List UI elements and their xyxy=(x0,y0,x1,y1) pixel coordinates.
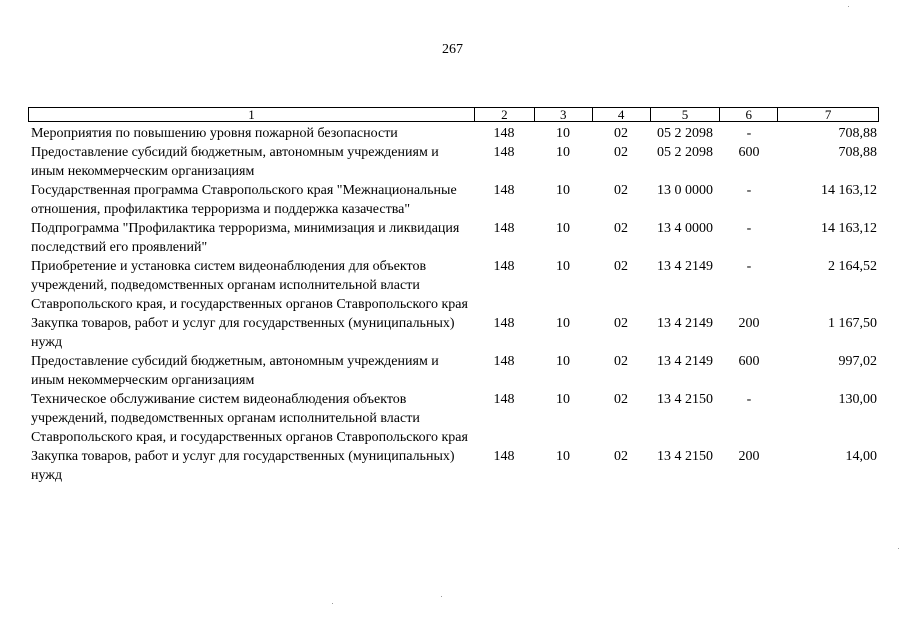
table-row xyxy=(28,181,879,219)
header-col-6: 6 xyxy=(719,108,777,121)
subsection-code: 02 xyxy=(614,183,628,198)
section-code: 10 xyxy=(556,183,570,198)
expense-type-code: 200 xyxy=(738,449,760,464)
page-number: 267 xyxy=(442,42,463,57)
item-name: Государственная программа Ставропольского края "Межнациональные отношения, профилактика терроризма и поддержка казачества" xyxy=(31,183,457,217)
expense-type-code: - xyxy=(746,259,752,274)
header-col-7: 7 xyxy=(777,108,878,121)
section-code: 10 xyxy=(556,259,570,274)
item-name: Закупка товаров, работ и услуг для государственных (муниципальных) нужд xyxy=(31,316,455,350)
amount: 14 163,12 xyxy=(821,183,877,198)
table-row xyxy=(28,314,879,352)
section-code: 10 xyxy=(556,316,570,331)
header-col-1: 1 xyxy=(248,107,255,122)
amount: 708,88 xyxy=(838,126,877,141)
section-code: 10 xyxy=(556,126,570,141)
ministry-code: 148 xyxy=(493,449,515,464)
subsection-code: 02 xyxy=(614,126,628,141)
ministry-code: 148 xyxy=(493,126,515,141)
target-item-code: 05 2 2098 xyxy=(657,145,713,160)
target-item-code: 13 4 2149 xyxy=(657,259,713,274)
table-row xyxy=(28,143,879,181)
ministry-code: 148 xyxy=(493,354,515,369)
ministry-code: 148 xyxy=(493,221,515,236)
header-col-3: 3 xyxy=(534,108,592,121)
scan-speck xyxy=(332,603,333,604)
target-item-code: 13 4 0000 xyxy=(657,221,713,236)
scan-speck xyxy=(898,548,899,549)
header-col-5: 5 xyxy=(650,108,720,121)
expense-type-code: - xyxy=(746,183,752,198)
item-name: Закупка товаров, работ и услуг для государственных (муниципальных) нужд xyxy=(31,449,455,483)
expense-type-code: 600 xyxy=(738,354,760,369)
ministry-code: 148 xyxy=(493,145,515,160)
table-row xyxy=(28,447,879,485)
header-col-2: 2 xyxy=(474,108,534,121)
expense-type-code: - xyxy=(746,221,752,236)
amount: 2 164,52 xyxy=(828,259,877,274)
item-name: Приобретение и установка систем видеонаблюдения для объектов учреждений, подведомственных органам исполнительной власти Ставропольского края, и государственных органов Ставропольского края xyxy=(31,259,468,312)
ministry-code: 148 xyxy=(493,259,515,274)
section-code: 10 xyxy=(556,392,570,407)
item-name: Мероприятия по повышению уровня пожарной безопасности xyxy=(31,126,398,141)
target-item-code: 13 0 0000 xyxy=(657,183,713,198)
target-item-code: 13 4 2150 xyxy=(657,392,713,407)
table-row xyxy=(28,219,879,257)
table-body xyxy=(28,124,879,485)
section-code: 10 xyxy=(556,145,570,160)
scan-speck xyxy=(848,6,849,7)
target-item-code: 13 4 2150 xyxy=(657,449,713,464)
section-code: 10 xyxy=(556,449,570,464)
table-row xyxy=(28,390,879,447)
target-item-code: 05 2 2098 xyxy=(657,126,713,141)
amount: 997,02 xyxy=(838,354,877,369)
item-name: Предоставление субсидий бюджетным, автономным учреждениям и иным некоммерческим организациям xyxy=(31,145,439,179)
expense-type-code: 600 xyxy=(738,145,760,160)
ministry-code: 148 xyxy=(493,183,515,198)
ministry-code: 148 xyxy=(493,316,515,331)
expense-type-code: 200 xyxy=(738,316,760,331)
scan-speck xyxy=(441,596,442,597)
target-item-code: 13 4 2149 xyxy=(657,316,713,331)
section-code: 10 xyxy=(556,354,570,369)
amount: 1 167,50 xyxy=(828,316,877,331)
table-row xyxy=(28,257,879,314)
subsection-code: 02 xyxy=(614,145,628,160)
amount: 708,88 xyxy=(838,145,877,160)
subsection-code: 02 xyxy=(614,354,628,369)
subsection-code: 02 xyxy=(614,392,628,407)
subsection-code: 02 xyxy=(614,449,628,464)
table-header xyxy=(28,107,879,122)
header-col-4: 4 xyxy=(592,108,650,121)
subsection-code: 02 xyxy=(614,221,628,236)
table-row xyxy=(28,352,879,390)
item-name: Предоставление субсидий бюджетным, автономным учреждениям и иным некоммерческим организациям xyxy=(31,354,439,388)
ministry-code: 148 xyxy=(493,392,515,407)
table-row xyxy=(28,124,879,143)
amount: 14 163,12 xyxy=(821,221,877,236)
item-name: Техническое обслуживание систем видеонаблюдения объектов учреждений, подведомственных органам исполнительной власти Ставропольского края, и государственных органов Ставропольского края xyxy=(31,392,468,445)
subsection-code: 02 xyxy=(614,259,628,274)
target-item-code: 13 4 2149 xyxy=(657,354,713,369)
subsection-code: 02 xyxy=(614,316,628,331)
budget-table xyxy=(28,107,879,485)
section-code: 10 xyxy=(556,221,570,236)
expense-type-code: - xyxy=(746,126,752,141)
amount: 14,00 xyxy=(845,449,877,464)
expense-type-code: - xyxy=(746,392,752,407)
item-name: Подпрограмма "Профилактика терроризма, минимизация и ликвидация последствий его проявлений" xyxy=(31,221,460,255)
amount: 130,00 xyxy=(838,392,877,407)
